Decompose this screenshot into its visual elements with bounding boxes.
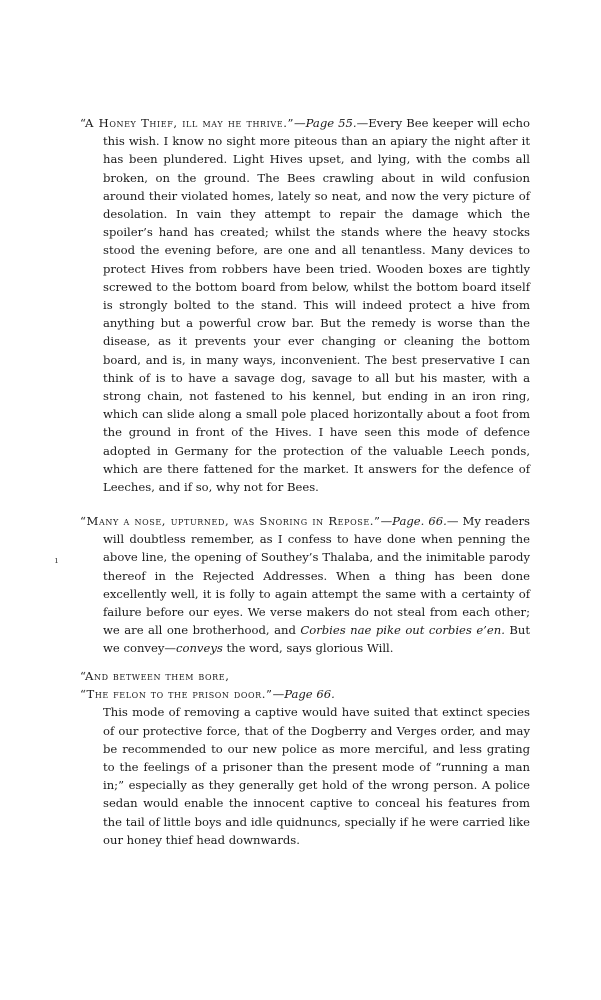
note-heading: “Many a nose, upturned, was Snoring in Repose.” [80,514,381,528]
note-body [80,703,530,849]
note-body-text: This mode of removing a captive would have suited that extinct species of our protective force, that of the Dogberry and Verges order, and may be recommended to our new police as more merciful, and less grating to the feelings of a prisoner than the present mode of “running a man in;” especially as they generally get hold of the wrong person. A police sedan would enable the innocent captive to conceal his features from the tail of little boys and idle quidnuncs, specially if he were carried like our honey thief head downwards. [103,705,530,847]
page-reference: —Page 66. [272,687,335,702]
note-snoring [80,512,530,658]
note-felon [80,667,530,849]
stray-mark: ı [55,556,58,566]
note-paragraph [80,512,530,658]
note-body: — My readers will doubtless remember, as I confess to have done when penning the above line, the opening of Southey’s Thalaba, and the inimitable parody thereof in the Rejected Addresses. When a thing has been done excellently well, it is folly to again attempt the same with a certainty of failure before our eyes. We verse makers do not steal from each other; we are all one brotherhood, and [103,514,530,638]
note-body: the word, says glorious Will. [222,641,394,656]
note-paragraph [80,114,530,496]
note-body: But we convey— [103,623,531,656]
note-heading: “The felon to the prison door.” [80,687,273,702]
page-reference: —Page. 66. [380,514,447,528]
note-heading-line [80,667,530,685]
page-reference: —Page 55. [294,116,357,130]
note-quote: Corbies nae pike out corbies e’en. [300,623,505,638]
note-heading-line [80,685,530,703]
note-quote: conveys [175,641,223,656]
note-heading: “And between them bore, [80,669,230,683]
note-honey-thief [80,114,530,496]
note-body: —Every Bee keeper will echo this wish. I know no sight more piteous than an apiary the night after it has been plundered. Light Hives upset, and lying, with the combs all broken, on the ground. The Bees crawling about in wild confusion around their violated homes, lately so neat, and now the very picture of desolation. In vain they attempt to repair the damage which the spoiler’s hand has created; whilst the stands where the heavy stocks stood the evening before, are one and all tenantless. Many devices to protect Hives from robbers have been tried. Wooden boxes are tightly screwed to the bottom board from below, whilst the bottom board itself is strongly bolted to the stand. This will indeed protect a hive from anything but a powerful crow bar. But the remedy is worse than the disease, as it prevents your ever changing or cleaning the bottom board, and is, in many ways, inconvenient. The best preservative I can think of is to have a savage dog, savage to all but his master, with a strong chain, not fastened to his kennel, but ending in an iron ring, which can slide along a small pole placed horizontally about a foot from the ground in front of the Hives. I have seen this mode of defence adopted in Germany for the protection of the valuable Leech ponds, which are there fattened for the market. It answers for the defence of Leeches, and if so, why not for Bees. [103,116,531,495]
note-heading: “A Honey Thief, ill may he thrive.” [80,116,295,130]
